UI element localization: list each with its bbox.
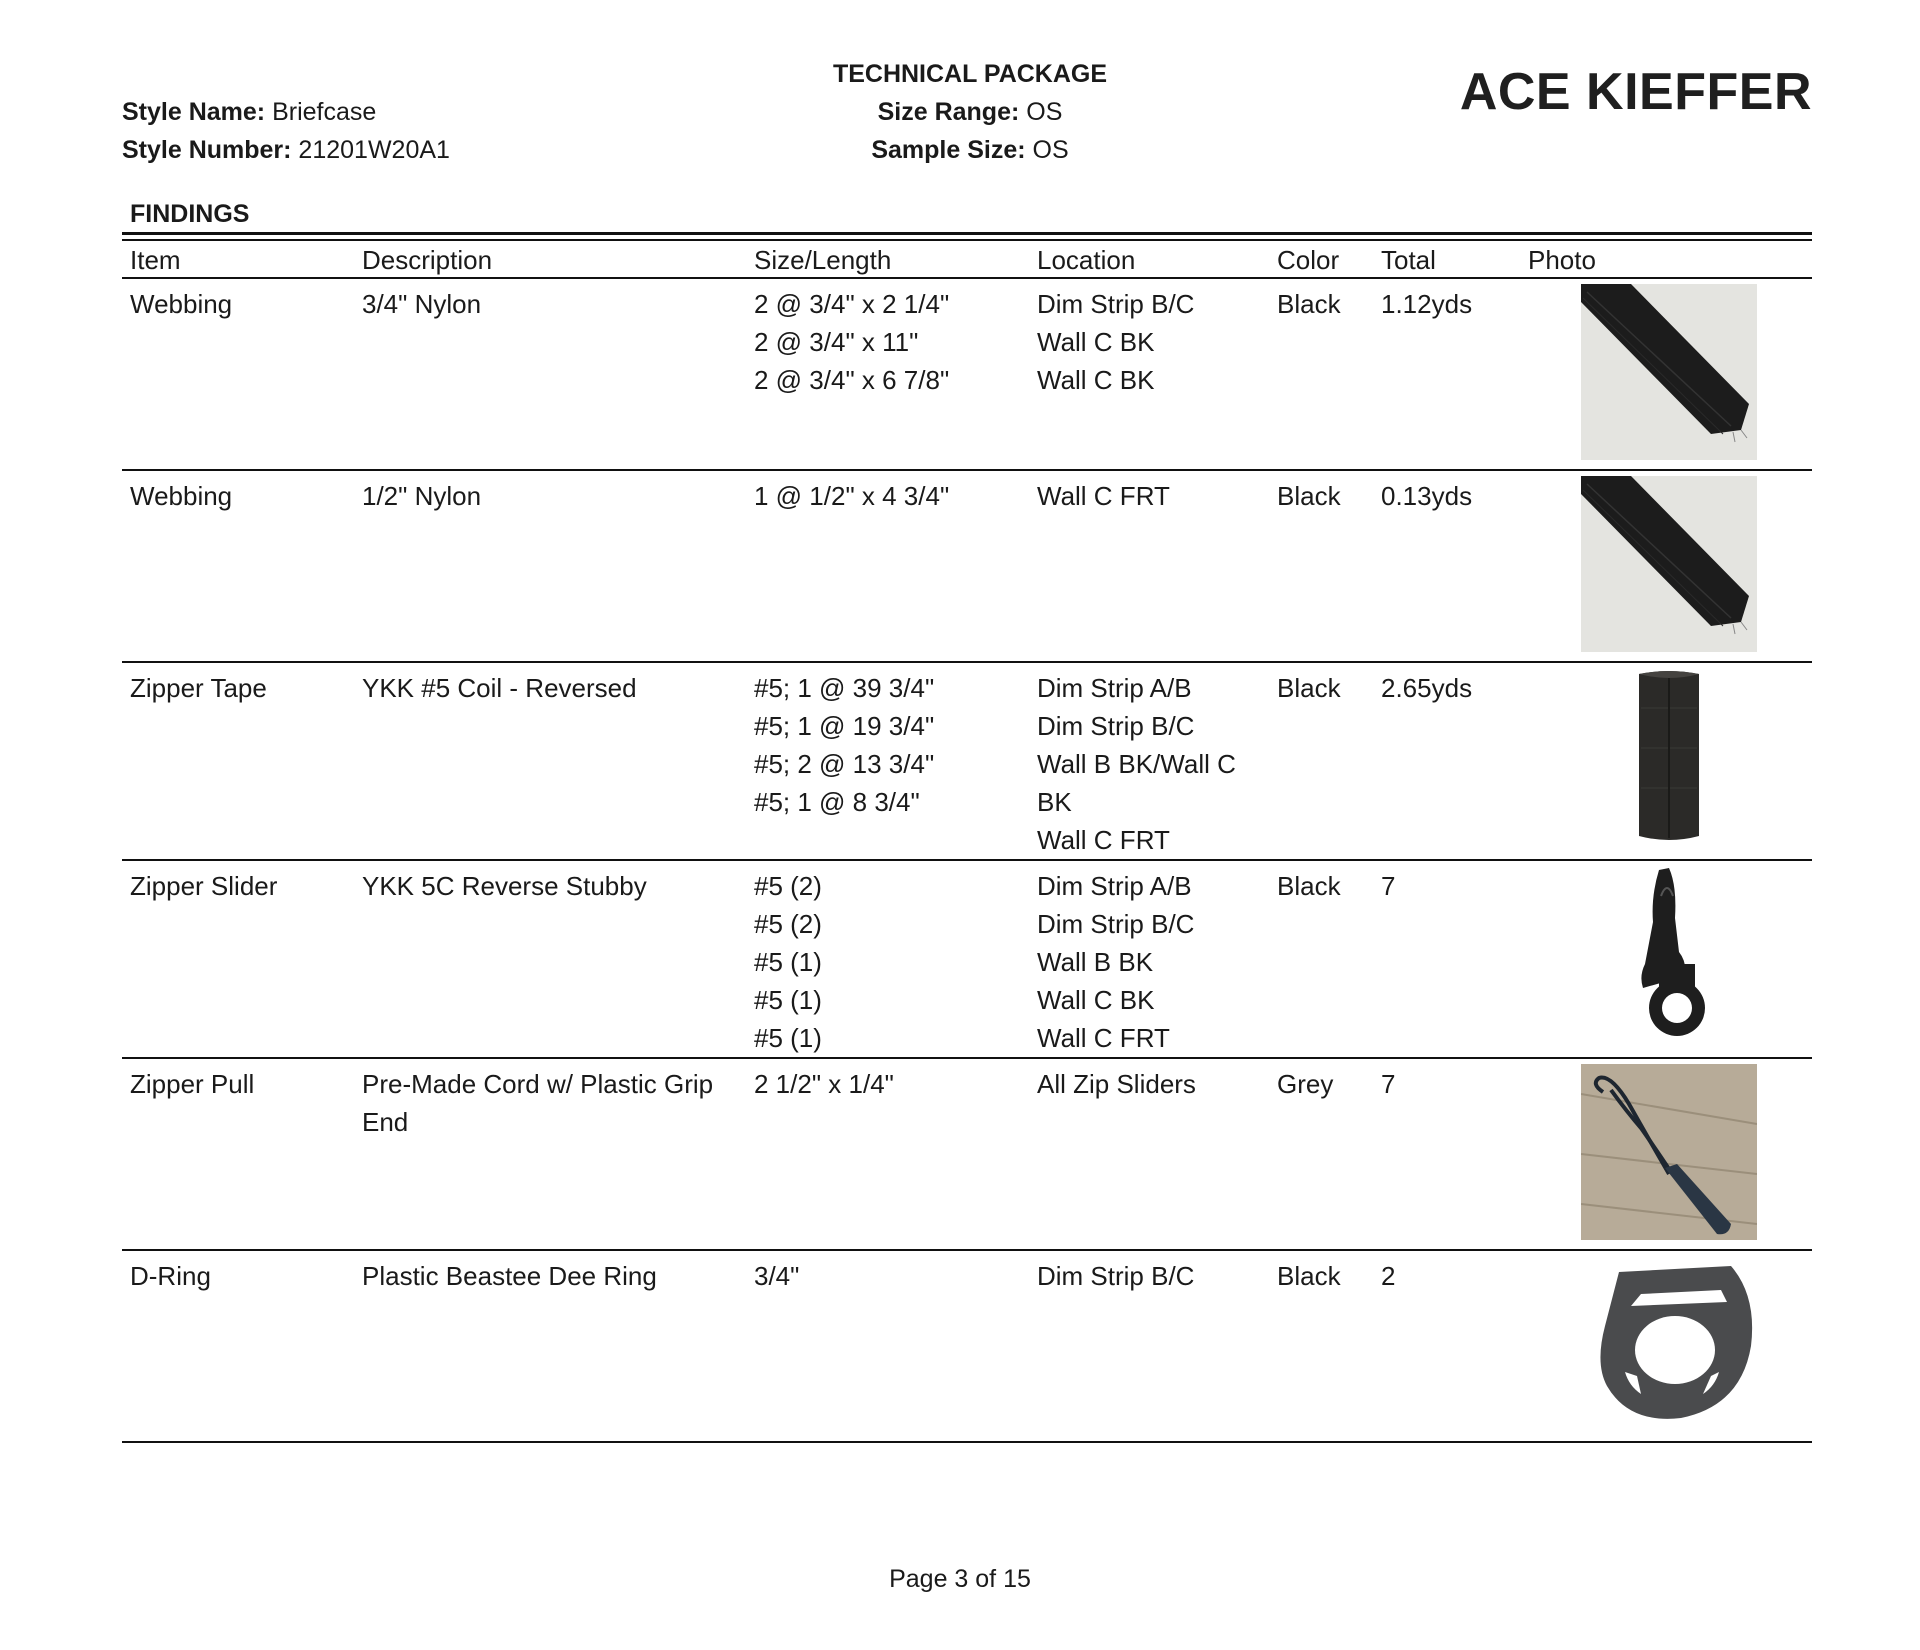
cell-size [746, 470, 1029, 662]
cell-description: 3/4" Nylon [354, 278, 746, 470]
cell-total: 2.65yds [1373, 662, 1520, 860]
cell-size [746, 278, 1029, 470]
size-line: #5 (1) [754, 947, 822, 977]
cell-location [1029, 278, 1269, 470]
location-line: Dim Strip A/B [1037, 673, 1192, 703]
size-line: #5 (2) [754, 909, 822, 939]
location-line: Dim Strip B/C [1037, 289, 1195, 319]
size-line: #5 (1) [754, 985, 822, 1015]
cell-location [1029, 1058, 1269, 1250]
cell-photo [1520, 662, 1812, 860]
size-line: #5 (1) [754, 1023, 822, 1053]
location-line: Dim Strip A/B [1037, 871, 1192, 901]
cell-total: 2 [1373, 1250, 1520, 1442]
size-line: #5; 2 @ 13 3/4" [754, 749, 935, 779]
table-row [122, 278, 1812, 470]
cell-size [746, 1058, 1029, 1250]
cell-color: Black [1269, 278, 1373, 470]
location-line: Wall C BK [1037, 365, 1155, 395]
cell-description: YKK #5 Coil - Reversed [354, 662, 746, 860]
cell-total: 7 [1373, 1058, 1520, 1250]
cell-color: Black [1269, 1250, 1373, 1442]
table-row [122, 1250, 1812, 1442]
section-divider [122, 232, 1812, 241]
d-ring-photo [1581, 1256, 1757, 1432]
cell-total: 7 [1373, 860, 1520, 1058]
table-header-row [122, 243, 1812, 278]
cell-total: 1.12yds [1373, 278, 1520, 470]
brand-logo: ACE KIEFFER [1459, 63, 1812, 121]
zipper-tape-roll-photo [1581, 668, 1757, 844]
size-line: 2 1/2" x 1/4" [754, 1069, 894, 1099]
cell-total: 0.13yds [1373, 470, 1520, 662]
location-line: Wall B BK/Wall C BK [1037, 749, 1236, 817]
cell-photo [1520, 1058, 1812, 1250]
location-line: Dim Strip B/C [1037, 1261, 1195, 1291]
location-line: All Zip Sliders [1037, 1069, 1196, 1099]
cell-description: Plastic Beastee Dee Ring [354, 1250, 746, 1442]
size-range: Size Range: OS [877, 98, 1063, 126]
sample-size: Sample Size: OS [871, 136, 1069, 164]
table-row [122, 470, 1812, 662]
zipper-slider-photo [1581, 866, 1757, 1042]
style-number: Style Number: 21201W20A1 [122, 136, 450, 164]
cell-item: Zipper Tape [122, 662, 354, 860]
col-item: Item [122, 243, 354, 278]
col-size: Size/Length [746, 243, 1029, 278]
location-line: Dim Strip B/C [1037, 909, 1195, 939]
size-line: #5 (2) [754, 871, 822, 901]
location-line: Wall B BK [1037, 947, 1154, 977]
style-name: Style Name: Briefcase [122, 98, 377, 126]
cell-location [1029, 470, 1269, 662]
cell-color: Black [1269, 662, 1373, 860]
cell-location [1029, 662, 1269, 860]
style-info [122, 93, 450, 169]
location-line: Wall C BK [1037, 985, 1155, 1015]
cell-description: 1/2" Nylon [354, 470, 746, 662]
cell-item: Zipper Pull [122, 1058, 354, 1250]
size-line: #5; 1 @ 8 3/4" [754, 787, 920, 817]
cell-location [1029, 860, 1269, 1058]
doc-info [760, 55, 1180, 169]
section-title: FINDINGS [130, 200, 250, 228]
cell-description: YKK 5C Reverse Stubby [354, 860, 746, 1058]
size-line: 3/4" [754, 1261, 800, 1291]
col-photo: Photo [1520, 243, 1812, 278]
col-total: Total [1373, 243, 1520, 278]
cell-color: Black [1269, 470, 1373, 662]
col-location: Location [1029, 243, 1269, 278]
webbing-photo [1581, 284, 1757, 460]
cell-item: Zipper Slider [122, 860, 354, 1058]
cell-color: Grey [1269, 1058, 1373, 1250]
zipper-pull-photo [1581, 1064, 1757, 1240]
webbing-photo [1581, 476, 1757, 652]
col-description: Description [354, 243, 746, 278]
cell-size [746, 860, 1029, 1058]
cell-location [1029, 1250, 1269, 1442]
col-color: Color [1269, 243, 1373, 278]
findings-table [122, 243, 1812, 1443]
size-line: 2 @ 3/4" x 6 7/8" [754, 365, 950, 395]
size-line: 2 @ 3/4" x 11" [754, 327, 919, 357]
location-line: Wall C FRT [1037, 825, 1170, 855]
size-line: 1 @ 1/2" x 4 3/4" [754, 481, 950, 511]
location-line: Wall C FRT [1037, 1023, 1170, 1053]
cell-size [746, 662, 1029, 860]
size-line: 2 @ 3/4" x 2 1/4" [754, 289, 950, 319]
cell-photo [1520, 1250, 1812, 1442]
cell-item: Webbing [122, 278, 354, 470]
cell-photo [1520, 278, 1812, 470]
cell-color: Black [1269, 860, 1373, 1058]
table-row [122, 662, 1812, 860]
location-line: Wall C FRT [1037, 481, 1170, 511]
table-row [122, 1058, 1812, 1250]
size-line: #5; 1 @ 39 3/4" [754, 673, 935, 703]
cell-photo [1520, 860, 1812, 1058]
cell-description: Pre-Made Cord w/ Plastic Grip End [354, 1058, 746, 1250]
location-line: Dim Strip B/C [1037, 711, 1195, 741]
doc-title: TECHNICAL PACKAGE [832, 60, 1108, 88]
cell-photo [1520, 470, 1812, 662]
size-line: #5; 1 @ 19 3/4" [754, 711, 935, 741]
location-line: Wall C BK [1037, 327, 1155, 357]
page-number: Page 3 of 15 [889, 1565, 1031, 1593]
cell-size [746, 1250, 1029, 1442]
cell-item: Webbing [122, 470, 354, 662]
table-row [122, 860, 1812, 1058]
cell-item: D-Ring [122, 1250, 354, 1442]
